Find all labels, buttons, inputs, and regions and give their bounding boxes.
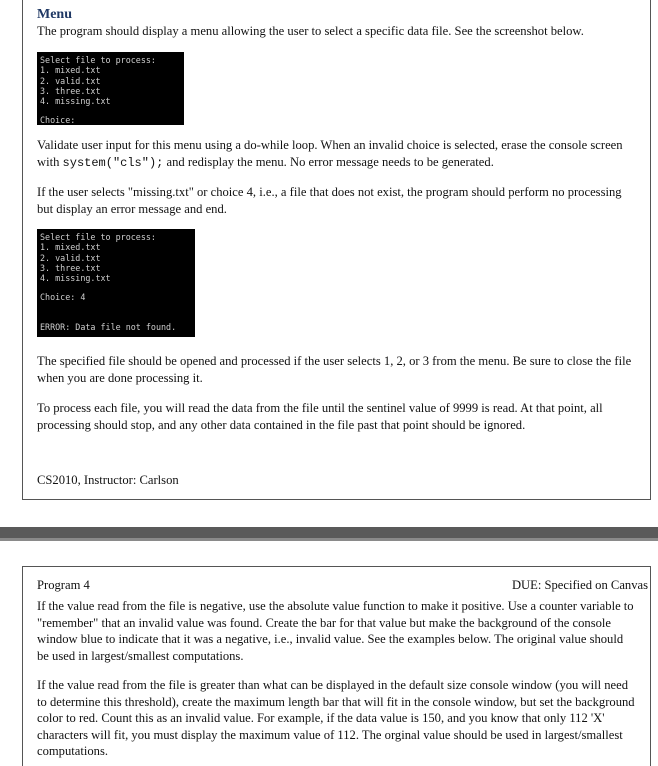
- console-line: 2. valid.txt: [40, 75, 101, 86]
- console-line: Select file to process:: [40, 55, 156, 65]
- console-line: 2. valid.txt: [40, 252, 101, 263]
- section-heading-menu: Menu: [37, 7, 72, 22]
- validate-code: system("cls");: [62, 155, 164, 170]
- console-line: 3. three.txt: [40, 262, 101, 273]
- document-page-bottom: [22, 566, 651, 766]
- document-page-top: [22, 0, 651, 500]
- console-prompt: Choice:: [40, 115, 76, 126]
- console-screenshot-menu: [37, 52, 184, 125]
- page-header-left: Program 4: [37, 578, 90, 592]
- large-value-paragraph: If the value read from the file is greater than what can be displayed in the default size console window (you will need to determine this threshold), create the maximum length bar that will fit in the console window, but set the background color to red. Count this as an invalid value. For example, if the data value is 150, and you know that only 112 'X' characters will fit, you must display the maximum value of 112. The orginal value should be used in largest/smallest computations.: [37, 678, 635, 758]
- validate-paragraph: [37, 137, 637, 171]
- page-header-right: DUE: Specified on Canvas: [511, 578, 648, 592]
- page-separator-shadow: [0, 538, 658, 541]
- console-line: 1. mixed.txt: [40, 242, 101, 253]
- sentinel-paragraph: To process each file, you will read the data from the file until the sentinel value of 9999 is read. At that point, all processing should stop, and any other data contained in the file past that point should be ignored.: [37, 401, 603, 432]
- intro-paragraph: The program should display a menu allowing the user to select a specific data file. See the screenshot below.: [37, 24, 584, 38]
- missing-file-paragraph: If the user selects "missing.txt" or choice 4, i.e., a file that does not exist, the program should perform no processing but display an error message and end.: [37, 185, 622, 216]
- page-separator: [0, 527, 658, 538]
- console-error: ERROR: Data file not found.: [40, 321, 177, 332]
- validate-text-post: and redisplay the menu. No error message needs to be generated.: [163, 154, 494, 169]
- console-line: 3. three.txt: [40, 85, 101, 96]
- console-screenshot-error: [37, 229, 195, 337]
- negative-value-paragraph: If the value read from the file is negative, use the absolute value function to make it positive. Use a counter variable to "remember" that an invalid value was found. Create the bar for that value but make the background of the console window blue to indicate that it was a negative, i.e., invalid value. See the examples below. The original value should be used in largest/smallest computations.: [37, 599, 634, 663]
- console-prompt: Choice: 4: [40, 292, 86, 303]
- page-footer: CS2010, Instructor: Carlson: [37, 473, 179, 487]
- console-line: Select file to process:: [40, 232, 156, 242]
- console-line: 4. missing.txt: [40, 273, 111, 284]
- console-line: 1. mixed.txt: [40, 65, 101, 76]
- console-line: 4. missing.txt: [40, 96, 111, 107]
- validate-text-pre: Validate user input for this menu using a do-while loop. When an invalid choice is selected, erase the console screen with: [37, 138, 623, 169]
- open-file-paragraph: The specified file should be opened and processed if the user selects 1, 2, or 3 from the menu. Be sure to close the file when you are done processing it.: [37, 354, 632, 385]
